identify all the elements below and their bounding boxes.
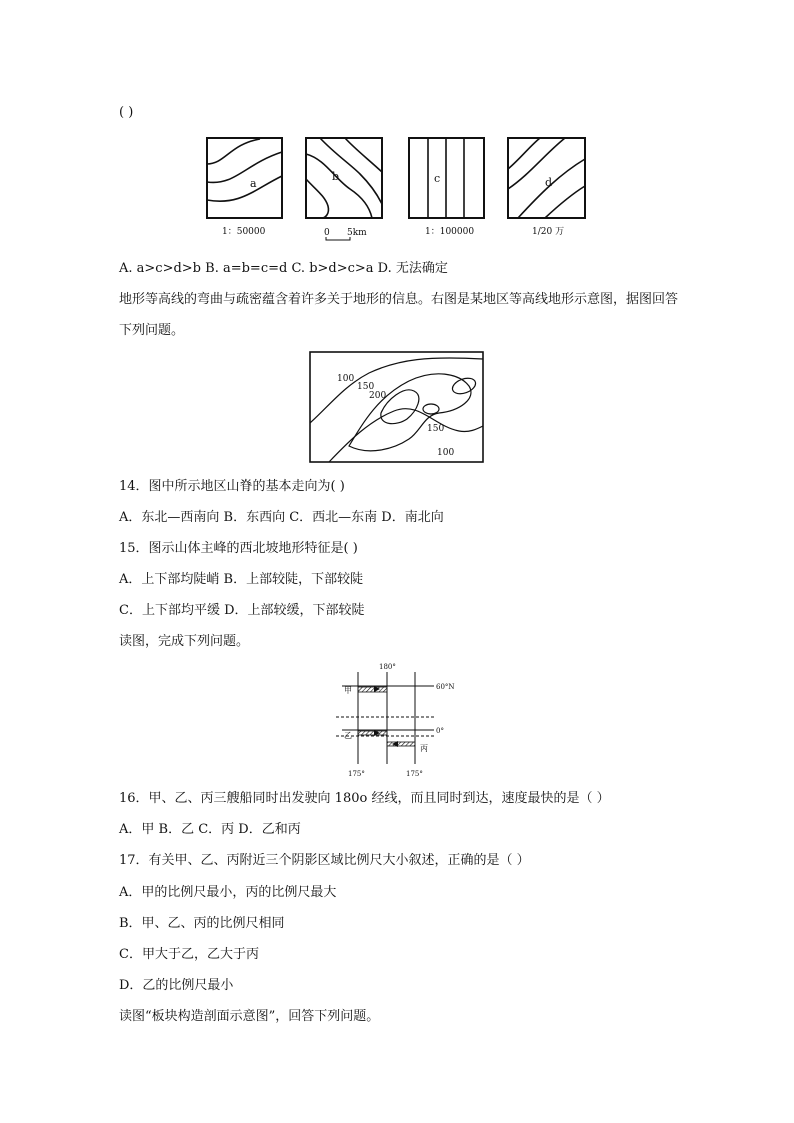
map-a-scale: 1：50000 xyxy=(222,227,266,237)
map-c-scale: 1：100000 xyxy=(425,227,475,237)
q17-option-d: D．乙的比例尺最小 xyxy=(119,978,234,993)
map-d-letter: d xyxy=(545,176,553,189)
contour-map-c xyxy=(409,138,484,218)
top-longitude-label: 180° xyxy=(379,663,396,671)
q16-options: A．甲 B．乙 C．丙 D．乙和丙 xyxy=(119,822,301,837)
contour-map-b xyxy=(306,138,382,218)
map-b-letter: b xyxy=(332,170,340,183)
map-d-scale: 1/20 万 xyxy=(532,227,565,237)
map-c-letter: c xyxy=(434,172,441,185)
map-b-scale-end: 5km xyxy=(347,228,367,238)
bottom-right-longitude-label: 175° xyxy=(406,770,423,778)
q17-option-c: C．甲大于乙，乙大于丙 xyxy=(119,947,259,962)
q13-options: A. a>c>d>b B. a=b=c=d C. b>d>c>a D. 无法确定 xyxy=(119,261,448,276)
ship-longitude-map xyxy=(334,660,464,780)
contour-map-a xyxy=(207,138,282,218)
bing-shaded-area xyxy=(387,742,415,746)
contour-label-100-se: 100 xyxy=(437,448,455,458)
yi-shaded-area xyxy=(358,731,387,735)
ship-yi-label: 乙 xyxy=(344,731,352,740)
contour-label-200: 200 xyxy=(369,391,387,401)
q16-stem: 16．甲、乙、丙三艘船同时出发驶向 180o 经线，而且同时到达，速度最快的是（ ） xyxy=(119,791,610,806)
jia-shaded-area xyxy=(358,687,387,692)
contour-label-150-n: 150 xyxy=(357,382,375,392)
ship-bing-label: 丙 xyxy=(420,744,428,753)
lat-equator-label: 0° xyxy=(436,727,444,735)
q17-stem: 17．有关甲、乙、丙附近三个阴影区域比例尺大小叙述，正确的是（ ） xyxy=(119,853,530,868)
contour-label-100-nw: 100 xyxy=(337,374,355,384)
contour-terrain-map xyxy=(309,351,485,465)
bottom-left-longitude-label: 175° xyxy=(348,770,365,778)
q15-options-line-1: A．上下部均陡峭 B．上部较陡，下部较陡 xyxy=(119,572,364,587)
map-a-letter: a xyxy=(250,177,257,190)
plate-intro: 读图“板块构造剖面示意图”，回答下列问题。 xyxy=(119,1009,380,1024)
q14-stem: 14．图中所示地区山脊的基本走向为( ) xyxy=(119,479,345,494)
lat-60n-label: 60°N xyxy=(436,683,455,691)
scale-comparison-figure xyxy=(200,134,600,244)
contour-intro: 地形等高线的弯曲与疏密蕴含着许多关于地形的信息。右图是某地区等高线地形示意图，据图回答下列问题。 xyxy=(119,292,679,338)
q15-options-line-2: C．上下部均平缓 D．上部较缓，下部较陡 xyxy=(119,603,365,618)
contour-map-d xyxy=(508,138,585,218)
ships-intro: 读图，完成下列问题。 xyxy=(119,634,250,649)
q14-options: A．东北—西南向 B．东西向 C．西北—东南 D．南北向 xyxy=(119,510,444,525)
q17-option-a: A．甲的比例尺最小，丙的比例尺最大 xyxy=(119,885,337,900)
contour-label-150-se: 150 xyxy=(427,424,445,434)
q13-answer-bracket: ( ) xyxy=(119,105,134,120)
map-b-scale-start: 0 xyxy=(324,228,330,238)
q17-option-b: B．甲、乙、丙的比例尺相同 xyxy=(119,916,285,931)
ship-jia-label: 甲 xyxy=(344,686,352,695)
q15-stem: 15．图示山体主峰的西北坡地形特征是( ) xyxy=(119,541,358,556)
